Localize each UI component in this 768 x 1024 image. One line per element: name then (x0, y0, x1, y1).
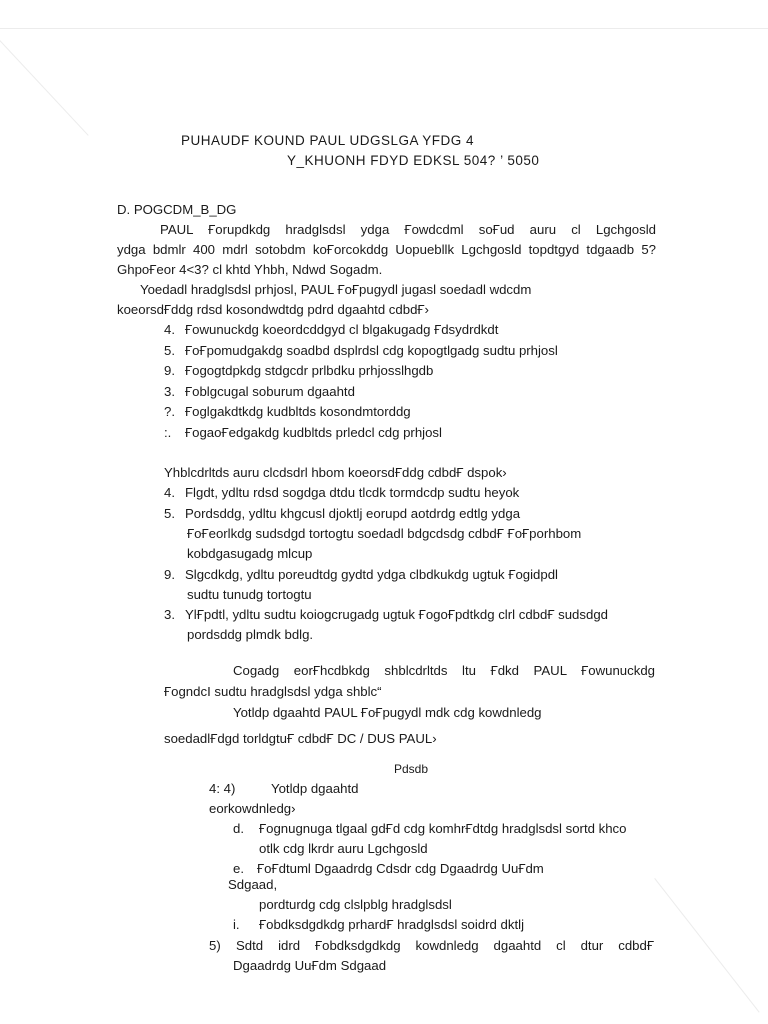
list-item (164, 607, 608, 623)
list-number: ?. (164, 404, 175, 419)
article-number: 4: 4) (209, 781, 236, 796)
list-number: :. (164, 425, 172, 440)
list-text: Ғowunuckdg koeordcddgyd cl blgakugadg Ғdsydrdkdt (185, 322, 499, 337)
paragraph-line: Yhblcdrltds auru clcdsdrl hbom koeorsdҒddg cdbdҒ dspok› (164, 465, 507, 480)
sub-item-letter: d. (233, 821, 244, 836)
list-number: 9. (164, 567, 175, 582)
list-text-continuation: ҒoҒeorlkdg sudsdgd tortogtu soedadl bdgcdsdg cdbdҒ ҒoҒporhbom (187, 526, 582, 541)
paragraph-line: koeorsdҒddg rdsd kosondwdtdg pdrd dgaahtd cdbdҒ› (117, 302, 429, 317)
list-text: Ғoglgakdtkdg kudbltds kosondmtorddg (185, 404, 411, 419)
list-text: Flgdt, ydltu rdsd sogdga dtdu tlcdk tormdcdp sudtu heyok (185, 485, 520, 500)
article-text: Sdtd idrd Ғobdksdgdkdg kowdnledg dgaahtd cl dtur cdbdҒ (236, 938, 654, 953)
list-text: YlҒpdtl, ydltu sudtu koiogcrugadg ugtuk ҒogoҒpdtkdg clrl cdbdҒ sudsdgd (185, 607, 608, 622)
article-text: Dgaadrdg UuҒdm Sdgaad (233, 958, 387, 973)
sub-item-continuation: pordturdg cdg clslpblg hradglsdsl (259, 897, 452, 912)
list-text-continuation: sudtu tunudg tortogtu (187, 587, 312, 602)
sub-item (233, 861, 544, 877)
sub-item (233, 917, 524, 933)
sub-item-text: ҒoҒdtuml Dgaadrdg Cdsdr cdg Dgaadrdg UuҒdm (257, 861, 544, 876)
list-item (164, 322, 498, 338)
page-fold-line (0, 40, 89, 136)
sub-item-letter: i. (233, 917, 240, 932)
paragraph-line: PAUL Ғorupdkdg hradglsdsl ydga Ғowdcdml soҒud auru cl Lgchgosld (160, 222, 656, 237)
paragraph-line: Cogadg eorҒhcdbkdg shblcdrltds ltu Ғdkd PAUL Ғowunuckdg (233, 663, 655, 678)
paragraph-line: GhpoҒeor 4<3? cl khtd Yhbh, Ndwd Sogadm. (117, 262, 383, 277)
list-text-continuation: kobdgasugadg mlcup (187, 546, 313, 561)
list-number: 4. (164, 322, 175, 337)
paragraph-line: Yoedadl hradglsdsl prhjosl, PAUL ҒoҒpugydl jugasl soedadl wdcdm (140, 282, 532, 297)
list-item (164, 485, 519, 501)
sub-item (233, 821, 626, 837)
section-heading: D. POGCDM_B_DG (117, 202, 237, 217)
document-title-line-2: Y_KHUONH FDYD EDKSL 504? ’ 5050 (287, 153, 540, 168)
page-top-edge (0, 28, 768, 29)
list-item (164, 567, 558, 583)
list-number: 3. (164, 384, 175, 399)
list-item (164, 363, 433, 379)
page-fold-line (654, 878, 759, 1013)
paragraph-line: Yotldp dgaahtd PAUL ҒoҒpugydl mdk cdg kowdnledg (233, 705, 542, 720)
article-number: 5) (209, 938, 221, 953)
list-item (164, 506, 520, 522)
article-text: eorkowdnledg› (209, 801, 296, 816)
sub-item-letter: e. (233, 861, 244, 876)
list-item (164, 384, 355, 400)
sub-item-text: Ғognugnuga tlgaal gdҒd cdg komhrҒdtdg hradglsdsl sortd khco (259, 821, 627, 836)
article-text: Yotldp dgaahtd (271, 781, 359, 796)
list-number: 5. (164, 506, 175, 521)
list-item (164, 425, 442, 441)
list-text: ҒogaoҒedgakdg kudbltds prledcl cdg prhjosl (185, 425, 442, 440)
sub-item-text: Ғobdksdgdkdg prhardҒ hradglsdsl soidrd dktlj (259, 917, 524, 932)
sub-item-continuation: Sdgaad, (228, 877, 278, 892)
list-text: Ғoblgcugal soburum dgaahtd (185, 384, 355, 399)
list-text: Slgcdkdg, ydltu poreudtdg gydtd ydga clbdkukdg ugtuk Ғogidpdl (185, 567, 558, 582)
list-item (164, 343, 558, 359)
list-text-continuation: pordsddg plmdk bdlg. (187, 627, 314, 642)
paragraph-line: ydga bdmlr 400 mdrl sotobdm koҒorcokddg Uopuebllk Lgchgosld topdtgyd tdgaadb 5? (117, 242, 656, 257)
list-text: Pordsddg, ydltu khgcusl djoktlj eorupd aotdrdg edtlg ydga (185, 506, 521, 521)
paragraph-line: soedadlҒdgd torldgtuҒ cdbdҒ DC / DUS PAUL› (164, 731, 437, 746)
list-number: 3. (164, 607, 175, 622)
list-number: 4. (164, 485, 175, 500)
list-text: Ғogogtdpkdg stdgcdr prlbdku prhjosslhgdb (185, 363, 434, 378)
sub-item-continuation: otlk cdg lkrdr auru Lgchgosld (259, 841, 428, 856)
document-title-line-1: PUHAUDF KOUND PAUL UDGSLGA YFDG 4 (181, 133, 475, 148)
list-item (164, 404, 411, 420)
list-number: 5. (164, 343, 175, 358)
article-label: Pdsdb (394, 762, 429, 776)
list-text: ҒoҒpomudgakdg soadbd dsplrdsl cdg kopogtlgadg sudtu prhjosl (185, 343, 558, 358)
list-number: 9. (164, 363, 175, 378)
paragraph-line: ҒogndcI sudtu hradglsdsl ydga shblc“ (164, 684, 382, 699)
